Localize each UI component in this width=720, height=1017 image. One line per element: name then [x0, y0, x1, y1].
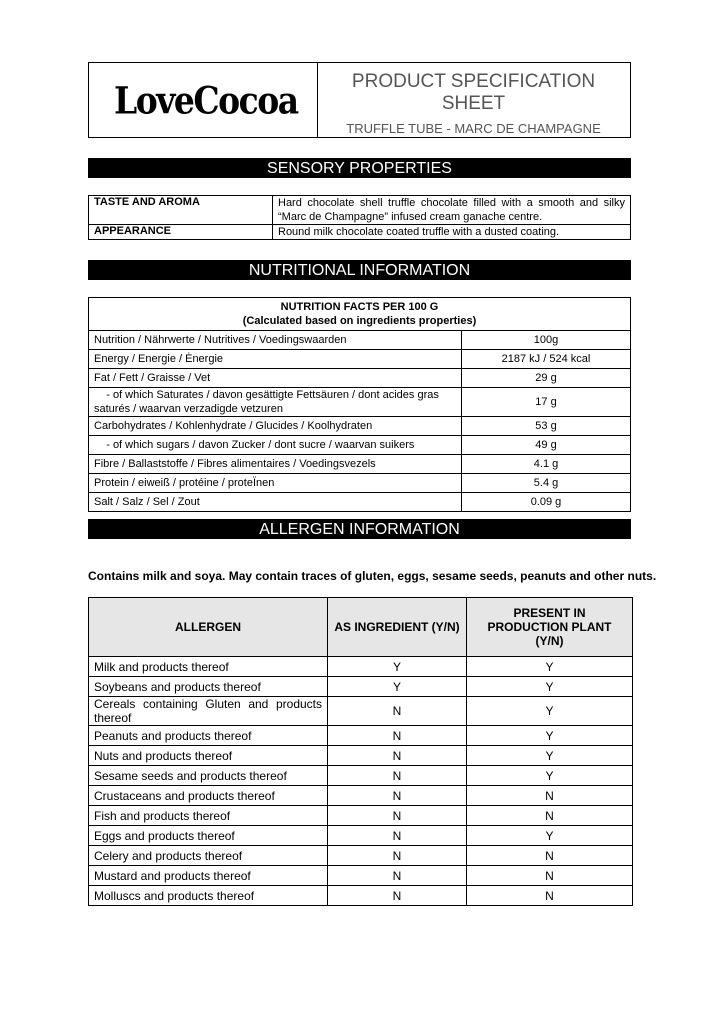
as-ingredient-value: N	[328, 806, 467, 826]
table-row	[89, 786, 633, 806]
table-row	[89, 697, 633, 726]
section-bar-allergen: ALLERGEN INFORMATION	[88, 519, 631, 539]
allergen-statement: Contains milk and soya. May contain traces of gluten, eggs, sesame seeds, peanuts and other nuts.	[88, 569, 657, 583]
nutrient-value: 4.1 g	[462, 455, 631, 474]
nutrient-label: Fibre / Ballaststoffe / Fibres alimentaires / Voedingsvezels	[89, 455, 462, 474]
table-row	[89, 677, 633, 697]
as-ingredient-value: N	[328, 697, 467, 726]
as-ingredient-value: N	[328, 726, 467, 746]
nutrition-table	[88, 297, 631, 512]
allergen-name: Celery and products thereof	[89, 846, 328, 866]
nutrition-header-line1: NUTRITION FACTS PER 100 G	[280, 301, 439, 313]
allergen-name: Peanuts and products thereof	[89, 726, 328, 746]
table-row	[89, 474, 631, 493]
table-row	[89, 196, 631, 225]
as-ingredient-value: N	[328, 826, 467, 846]
in-plant-value: Y	[467, 746, 633, 766]
column-header-allergen: ALLERGEN	[89, 598, 328, 657]
nutrient-label: Protein / eiweiß / protéine / proteÏnen	[89, 474, 462, 493]
allergen-name: Eggs and products thereof	[89, 826, 328, 846]
table-row	[89, 493, 631, 512]
nutrient-label: Carbohydrates / Kohlenhydrate / Glucides / Koolhydraten	[89, 417, 462, 436]
logo-cell	[89, 63, 318, 137]
table-row	[89, 350, 631, 369]
in-plant-value: Y	[467, 726, 633, 746]
table-row	[89, 746, 633, 766]
as-ingredient-value: Y	[328, 677, 467, 697]
sensory-value: Hard chocolate shell truffle chocolate filled with a smooth and silky “Marc de Champagne” infused cream ganache centre.	[273, 196, 631, 225]
document-title-line2: SHEET	[441, 93, 506, 114]
section-bar-sensory: SENSORY PROPERTIES	[88, 158, 631, 178]
in-plant-value: Y	[467, 657, 633, 677]
in-plant-value: Y	[467, 826, 633, 846]
table-row	[89, 846, 633, 866]
section-bar-nutrition: NUTRITIONAL INFORMATION	[88, 260, 631, 280]
as-ingredient-value: N	[328, 766, 467, 786]
table-row	[89, 766, 633, 786]
allergen-name: Soybeans and products thereof	[89, 677, 328, 697]
nutrient-value: 53 g	[462, 417, 631, 436]
nutrient-label: Energy / Energie / Ėnergie	[89, 350, 462, 369]
sensory-label: TASTE AND AROMA	[89, 196, 273, 225]
nutrient-value: 100g	[462, 331, 631, 350]
nutrition-header	[89, 298, 631, 331]
in-plant-value: Y	[467, 677, 633, 697]
table-row	[89, 806, 633, 826]
in-plant-value: N	[467, 786, 633, 806]
nutrient-label: - of which sugars / davon Zucker / dont sucre / waarvan suikers	[89, 436, 462, 455]
as-ingredient-value: N	[328, 846, 467, 866]
table-row	[89, 726, 633, 746]
nutrient-value: 29 g	[462, 369, 631, 388]
nutrient-value: 49 g	[462, 436, 631, 455]
document-header	[88, 62, 631, 138]
in-plant-value: Y	[467, 697, 633, 726]
as-ingredient-value: N	[328, 866, 467, 886]
table-row	[89, 331, 631, 350]
title-cell	[317, 63, 630, 137]
table-header-row	[89, 598, 633, 657]
sensory-value: Round milk chocolate coated truffle with a dusted coating.	[273, 225, 631, 240]
document-title	[317, 71, 630, 115]
allergen-name: Crustaceans and products thereof	[89, 786, 328, 806]
as-ingredient-value: N	[328, 786, 467, 806]
table-row	[89, 886, 633, 906]
brand-logo: LoveCocoa	[114, 79, 298, 123]
column-header-plant: PRESENT IN PRODUCTION PLANT (Y/N)	[467, 598, 633, 657]
sensory-table	[88, 195, 631, 240]
nutrient-label: Nutrition / Nährwerte / Nutritives / Voedingswaarden	[89, 331, 462, 350]
in-plant-value: N	[467, 886, 633, 906]
in-plant-value: N	[467, 866, 633, 886]
allergen-name: Milk and products thereof	[89, 657, 328, 677]
allergen-table	[88, 597, 633, 906]
as-ingredient-value: N	[328, 746, 467, 766]
allergen-name: Cereals containing Gluten and products thereof	[89, 697, 328, 726]
table-row	[89, 225, 631, 240]
column-header-ingredient: AS INGREDIENT (Y/N)	[328, 598, 467, 657]
table-row	[89, 388, 631, 417]
allergen-name: Sesame seeds and products thereof	[89, 766, 328, 786]
document-title-line1: PRODUCT SPECIFICATION	[351, 71, 596, 92]
table-row	[89, 866, 633, 886]
nutrient-label: - of which Saturates / davon gesättigte Fettsäuren / dont acides gras saturés / waarvan verzadigde vetzuren	[89, 388, 462, 417]
allergen-name: Mustard and products thereof	[89, 866, 328, 886]
as-ingredient-value: Y	[328, 657, 467, 677]
table-row	[89, 436, 631, 455]
allergen-name: Molluscs and products thereof	[89, 886, 328, 906]
as-ingredient-value: N	[328, 886, 467, 906]
in-plant-value: N	[467, 806, 633, 826]
table-row	[89, 826, 633, 846]
nutrient-label: Fat / Fett / Graisse / Vet	[89, 369, 462, 388]
sensory-label: APPEARANCE	[89, 225, 273, 240]
allergen-name: Nuts and products thereof	[89, 746, 328, 766]
product-name: TRUFFLE TUBE - MARC DE CHAMPAGNE	[346, 121, 601, 136]
allergen-name: Fish and products thereof	[89, 806, 328, 826]
in-plant-value: Y	[467, 766, 633, 786]
nutrient-value: 2187 kJ / 524 kcal	[462, 350, 631, 369]
nutrient-value: 0.09 g	[462, 493, 631, 512]
in-plant-value: N	[467, 846, 633, 866]
nutrient-value: 17 g	[462, 388, 631, 417]
table-row	[89, 657, 633, 677]
table-row	[89, 369, 631, 388]
nutrient-label: Salt / Salz / Sel / Zout	[89, 493, 462, 512]
table-row	[89, 417, 631, 436]
nutrition-header-line2: (Calculated based on ingredients properties)	[242, 315, 477, 327]
nutrient-value: 5.4 g	[462, 474, 631, 493]
table-row	[89, 455, 631, 474]
table-header-row	[89, 298, 631, 331]
